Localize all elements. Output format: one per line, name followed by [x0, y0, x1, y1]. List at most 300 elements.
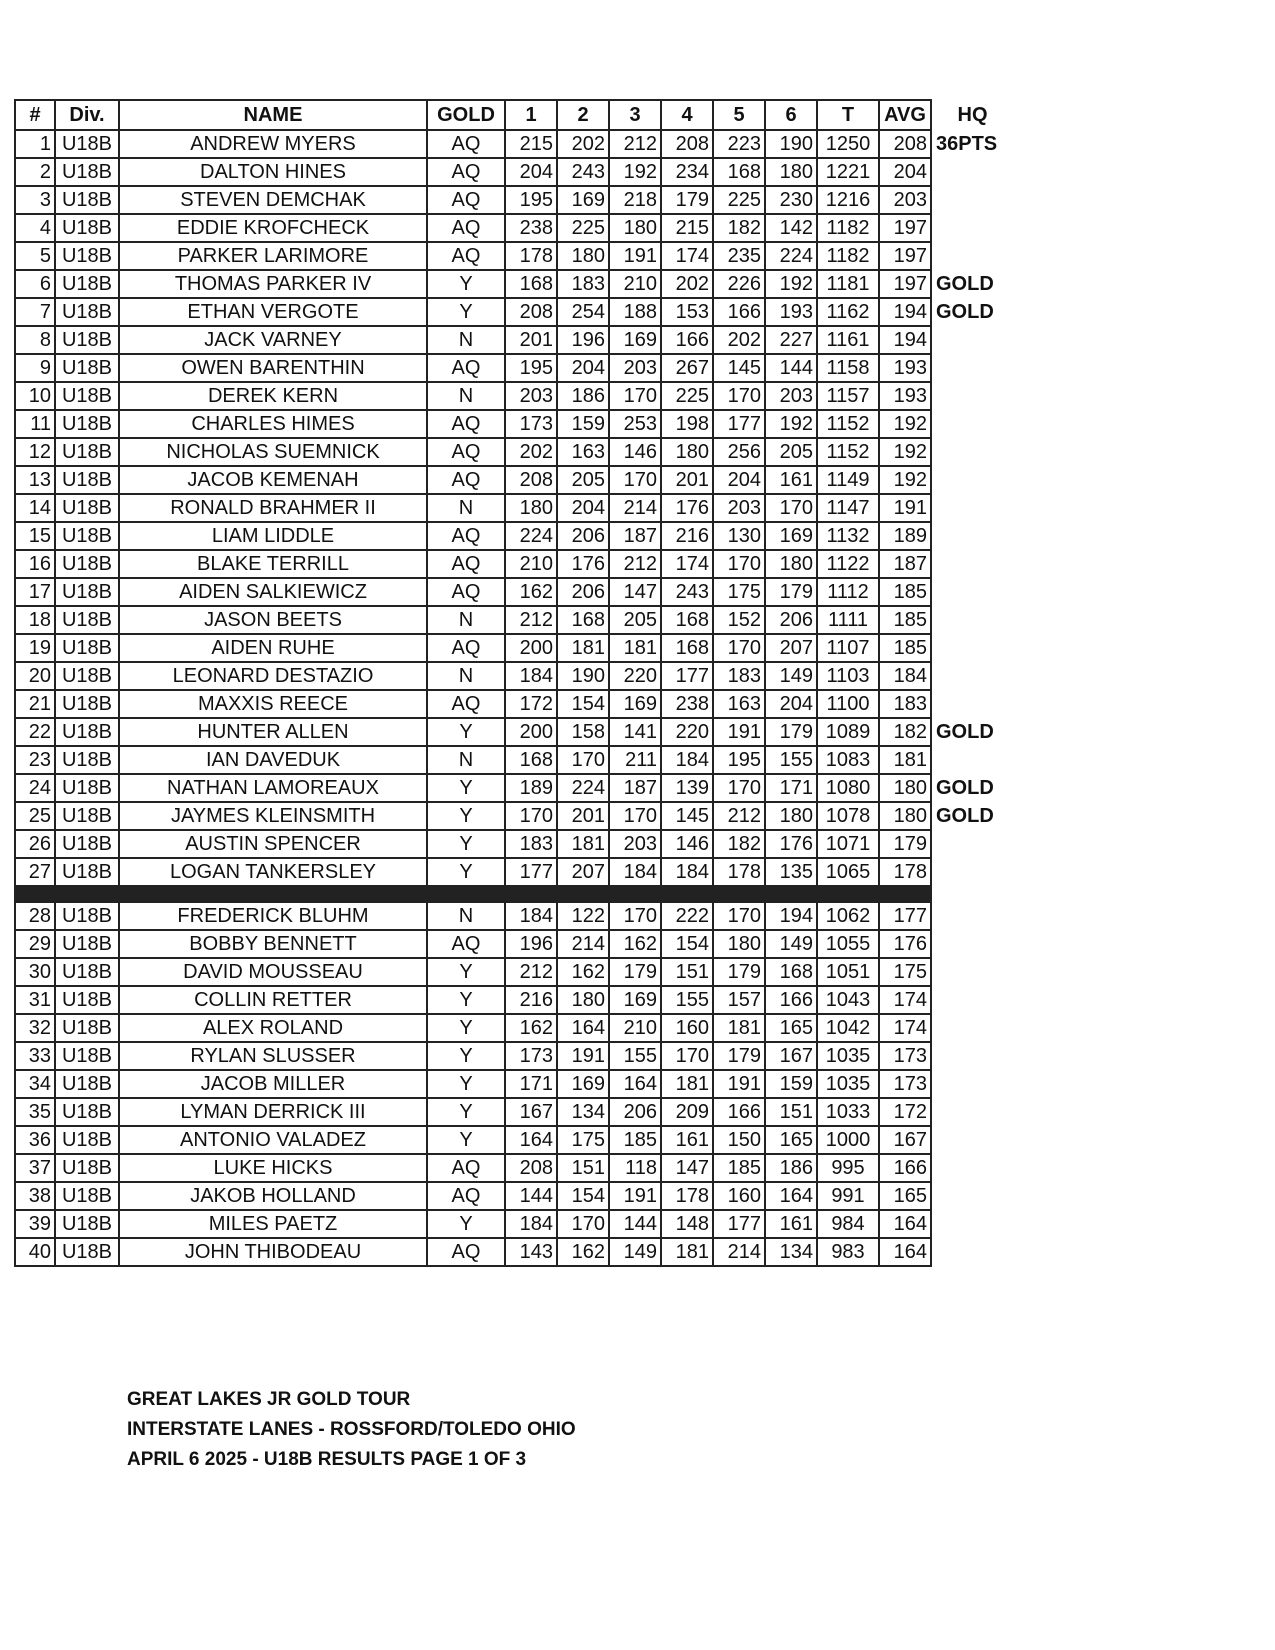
game3-cell: 118 — [609, 1154, 661, 1182]
game4-cell: 202 — [661, 270, 713, 298]
game3-cell: 210 — [609, 1014, 661, 1042]
total-cell: 1107 — [817, 634, 879, 662]
game3-cell: 191 — [609, 1182, 661, 1210]
hq-cell — [931, 494, 1013, 522]
name-cell: ALEX ROLAND — [119, 1014, 427, 1042]
avg-cell: 164 — [879, 1210, 931, 1238]
game4-cell: 177 — [661, 662, 713, 690]
rank-cell: 2 — [15, 158, 55, 186]
col-rank-header: # — [15, 100, 55, 130]
rank-cell: 12 — [15, 438, 55, 466]
hq-cell — [931, 438, 1013, 466]
avg-cell: 179 — [879, 830, 931, 858]
col-game1-header: 1 — [505, 100, 557, 130]
game5-cell: 160 — [713, 1182, 765, 1210]
gold-cell: AQ — [427, 410, 505, 438]
total-cell: 1111 — [817, 606, 879, 634]
game2-cell: 206 — [557, 578, 609, 606]
game4-cell: 243 — [661, 578, 713, 606]
game6-cell: 149 — [765, 930, 817, 958]
game1-cell: 170 — [505, 802, 557, 830]
gold-cell: Y — [427, 1070, 505, 1098]
game4-cell: 215 — [661, 214, 713, 242]
total-cell: 1043 — [817, 986, 879, 1014]
game2-cell: 204 — [557, 494, 609, 522]
gold-cell: N — [427, 902, 505, 930]
name-cell: RYLAN SLUSSER — [119, 1042, 427, 1070]
name-cell: MAXXIS REECE — [119, 690, 427, 718]
divider-cell — [427, 886, 505, 902]
div-cell: U18B — [55, 930, 119, 958]
avg-cell: 174 — [879, 986, 931, 1014]
game2-cell: 206 — [557, 522, 609, 550]
rank-cell: 13 — [15, 466, 55, 494]
game4-cell: 198 — [661, 410, 713, 438]
table-row — [15, 270, 1013, 298]
div-cell: U18B — [55, 1154, 119, 1182]
gold-cell: Y — [427, 802, 505, 830]
game1-cell: 189 — [505, 774, 557, 802]
game5-cell: 182 — [713, 214, 765, 242]
hq-cell — [931, 690, 1013, 718]
game6-cell: 192 — [765, 270, 817, 298]
game3-cell: 212 — [609, 130, 661, 158]
avg-cell: 172 — [879, 1098, 931, 1126]
game2-cell: 181 — [557, 634, 609, 662]
game4-cell: 184 — [661, 858, 713, 886]
game1-cell: 224 — [505, 522, 557, 550]
table-row — [15, 1070, 1013, 1098]
game4-cell: 184 — [661, 746, 713, 774]
avg-cell: 192 — [879, 438, 931, 466]
game3-cell: 187 — [609, 522, 661, 550]
total-cell: 1216 — [817, 186, 879, 214]
game6-cell: 166 — [765, 986, 817, 1014]
name-cell: JOHN THIBODEAU — [119, 1238, 427, 1266]
avg-cell: 181 — [879, 746, 931, 774]
game1-cell: 210 — [505, 550, 557, 578]
div-cell: U18B — [55, 746, 119, 774]
avg-cell: 173 — [879, 1070, 931, 1098]
avg-cell: 175 — [879, 958, 931, 986]
game3-cell: 203 — [609, 830, 661, 858]
hq-cell — [931, 662, 1013, 690]
game1-cell: 184 — [505, 1210, 557, 1238]
hq-cell — [931, 466, 1013, 494]
game2-cell: 180 — [557, 242, 609, 270]
game1-cell: 162 — [505, 1014, 557, 1042]
rank-cell: 34 — [15, 1070, 55, 1098]
results-body — [15, 130, 1013, 1266]
game1-cell: 144 — [505, 1182, 557, 1210]
game1-cell: 167 — [505, 1098, 557, 1126]
game1-cell: 215 — [505, 130, 557, 158]
total-cell: 1250 — [817, 130, 879, 158]
game6-cell: 180 — [765, 802, 817, 830]
game1-cell: 208 — [505, 466, 557, 494]
total-cell: 1181 — [817, 270, 879, 298]
game5-cell: 226 — [713, 270, 765, 298]
hq-cell — [931, 1238, 1013, 1266]
div-cell: U18B — [55, 382, 119, 410]
game1-cell: 212 — [505, 958, 557, 986]
div-cell: U18B — [55, 1014, 119, 1042]
game4-cell: 220 — [661, 718, 713, 746]
div-cell: U18B — [55, 214, 119, 242]
game2-cell: 164 — [557, 1014, 609, 1042]
hq-cell — [931, 1070, 1013, 1098]
game2-cell: 151 — [557, 1154, 609, 1182]
rank-cell: 7 — [15, 298, 55, 326]
total-cell: 1035 — [817, 1070, 879, 1098]
game5-cell: 150 — [713, 1126, 765, 1154]
gold-cell: Y — [427, 1014, 505, 1042]
hq-cell — [931, 1042, 1013, 1070]
rank-cell: 30 — [15, 958, 55, 986]
game3-cell: 187 — [609, 774, 661, 802]
game3-cell: 184 — [609, 858, 661, 886]
gold-cell: N — [427, 662, 505, 690]
hq-cell — [931, 354, 1013, 382]
table-row — [15, 1098, 1013, 1126]
name-cell: OWEN BARENTHIN — [119, 354, 427, 382]
game2-cell: 186 — [557, 382, 609, 410]
div-cell: U18B — [55, 466, 119, 494]
game1-cell: 162 — [505, 578, 557, 606]
game5-cell: 212 — [713, 802, 765, 830]
game3-cell: 149 — [609, 1238, 661, 1266]
total-cell: 983 — [817, 1238, 879, 1266]
col-total-header: T — [817, 100, 879, 130]
rank-cell: 37 — [15, 1154, 55, 1182]
game2-cell: 162 — [557, 958, 609, 986]
game3-cell: 170 — [609, 466, 661, 494]
rank-cell: 6 — [15, 270, 55, 298]
rank-cell: 28 — [15, 902, 55, 930]
rank-cell: 32 — [15, 1014, 55, 1042]
divider-cell — [817, 886, 879, 902]
game4-cell: 216 — [661, 522, 713, 550]
game6-cell: 165 — [765, 1014, 817, 1042]
hq-cell — [931, 958, 1013, 986]
game5-cell: 179 — [713, 1042, 765, 1070]
div-cell: U18B — [55, 858, 119, 886]
table-row — [15, 326, 1013, 354]
avg-cell: 203 — [879, 186, 931, 214]
hq-cell — [931, 606, 1013, 634]
game1-cell: 173 — [505, 1042, 557, 1070]
game2-cell: 159 — [557, 410, 609, 438]
game5-cell: 183 — [713, 662, 765, 690]
game5-cell: 185 — [713, 1154, 765, 1182]
rank-cell: 21 — [15, 690, 55, 718]
game1-cell: 196 — [505, 930, 557, 958]
avg-cell: 185 — [879, 578, 931, 606]
game4-cell: 208 — [661, 130, 713, 158]
gold-cell: Y — [427, 718, 505, 746]
game5-cell: 177 — [713, 410, 765, 438]
name-cell: JAYMES KLEINSMITH — [119, 802, 427, 830]
hq-cell — [931, 858, 1013, 886]
avg-cell: 182 — [879, 718, 931, 746]
game2-cell: 196 — [557, 326, 609, 354]
avg-cell: 183 — [879, 690, 931, 718]
hq-cell — [931, 522, 1013, 550]
game3-cell: 218 — [609, 186, 661, 214]
game2-cell: 176 — [557, 550, 609, 578]
table-row — [15, 1238, 1013, 1266]
game4-cell: 238 — [661, 690, 713, 718]
game6-cell: 176 — [765, 830, 817, 858]
game1-cell: 164 — [505, 1126, 557, 1154]
table-row — [15, 746, 1013, 774]
rank-cell: 25 — [15, 802, 55, 830]
gold-cell: AQ — [427, 186, 505, 214]
div-cell: U18B — [55, 1210, 119, 1238]
hq-cell — [931, 1014, 1013, 1042]
game2-cell: 122 — [557, 902, 609, 930]
col-hq-header: HQ — [957, 103, 988, 126]
div-cell: U18B — [55, 662, 119, 690]
avg-cell: 204 — [879, 158, 931, 186]
game6-cell: 194 — [765, 902, 817, 930]
div-cell: U18B — [55, 690, 119, 718]
hq-cell: GOLD — [936, 272, 994, 295]
game5-cell: 203 — [713, 494, 765, 522]
avg-cell: 208 — [879, 130, 931, 158]
gold-cell: Y — [427, 830, 505, 858]
table-row — [15, 606, 1013, 634]
hq-cell — [931, 326, 1013, 354]
div-cell: U18B — [55, 158, 119, 186]
game3-cell: 179 — [609, 958, 661, 986]
rank-cell: 31 — [15, 986, 55, 1014]
game5-cell: 223 — [713, 130, 765, 158]
gold-cell: AQ — [427, 354, 505, 382]
game2-cell: 134 — [557, 1098, 609, 1126]
name-cell: JACOB MILLER — [119, 1070, 427, 1098]
avg-cell: 177 — [879, 902, 931, 930]
hq-cell — [931, 986, 1013, 1014]
game6-cell: 169 — [765, 522, 817, 550]
game5-cell: 170 — [713, 634, 765, 662]
game5-cell: 225 — [713, 186, 765, 214]
game3-cell: 206 — [609, 1098, 661, 1126]
game3-cell: 185 — [609, 1126, 661, 1154]
rank-cell: 9 — [15, 354, 55, 382]
rank-cell: 8 — [15, 326, 55, 354]
table-row — [15, 930, 1013, 958]
game5-cell: 145 — [713, 354, 765, 382]
game6-cell: 151 — [765, 1098, 817, 1126]
game1-cell: 208 — [505, 298, 557, 326]
game5-cell: 170 — [713, 902, 765, 930]
game4-cell: 155 — [661, 986, 713, 1014]
name-cell: BLAKE TERRILL — [119, 550, 427, 578]
game6-cell: 155 — [765, 746, 817, 774]
game3-cell: 188 — [609, 298, 661, 326]
game4-cell: 174 — [661, 242, 713, 270]
gold-cell: N — [427, 494, 505, 522]
game1-cell: 212 — [505, 606, 557, 634]
table-row — [15, 662, 1013, 690]
total-cell: 1000 — [817, 1126, 879, 1154]
name-cell: NATHAN LAMOREAUX — [119, 774, 427, 802]
table-row — [15, 382, 1013, 410]
name-cell: ETHAN VERGOTE — [119, 298, 427, 326]
table-row — [15, 1154, 1013, 1182]
game2-cell: 205 — [557, 466, 609, 494]
total-cell: 1152 — [817, 438, 879, 466]
name-cell: DEREK KERN — [119, 382, 427, 410]
game1-cell: 168 — [505, 746, 557, 774]
total-cell: 1112 — [817, 578, 879, 606]
divider-cell — [119, 886, 427, 902]
rank-cell: 20 — [15, 662, 55, 690]
hq-cell: GOLD — [936, 300, 994, 323]
game5-cell: 191 — [713, 1070, 765, 1098]
hq-cell — [931, 830, 1013, 858]
avg-cell: 180 — [879, 774, 931, 802]
game3-cell: 169 — [609, 986, 661, 1014]
game3-cell: 211 — [609, 746, 661, 774]
game2-cell: 169 — [557, 186, 609, 214]
game2-cell: 224 — [557, 774, 609, 802]
divider-cell — [55, 886, 119, 902]
game5-cell: 152 — [713, 606, 765, 634]
gold-cell: N — [427, 606, 505, 634]
total-cell: 1100 — [817, 690, 879, 718]
name-cell: AIDEN RUHE — [119, 634, 427, 662]
game6-cell: 149 — [765, 662, 817, 690]
avg-cell: 197 — [879, 242, 931, 270]
game6-cell: 180 — [765, 158, 817, 186]
name-cell: ANDREW MYERS — [119, 130, 427, 158]
game6-cell: 171 — [765, 774, 817, 802]
hq-cell: GOLD — [936, 720, 994, 743]
avg-cell: 191 — [879, 494, 931, 522]
name-cell: AUSTIN SPENCER — [119, 830, 427, 858]
hq-cell — [931, 186, 1013, 214]
game2-cell: 204 — [557, 354, 609, 382]
hq-cell — [931, 578, 1013, 606]
total-cell: 1161 — [817, 326, 879, 354]
total-cell: 1051 — [817, 958, 879, 986]
game3-cell: 192 — [609, 158, 661, 186]
name-cell: ANTONIO VALADEZ — [119, 1126, 427, 1154]
game1-cell: 202 — [505, 438, 557, 466]
gold-cell: AQ — [427, 522, 505, 550]
table-row — [15, 858, 1013, 886]
gold-cell: AQ — [427, 930, 505, 958]
div-cell: U18B — [55, 522, 119, 550]
game2-cell: 170 — [557, 746, 609, 774]
rank-cell: 3 — [15, 186, 55, 214]
game1-cell: 195 — [505, 354, 557, 382]
game6-cell: 159 — [765, 1070, 817, 1098]
gold-cell: Y — [427, 1210, 505, 1238]
table-row — [15, 986, 1013, 1014]
gold-cell: AQ — [427, 214, 505, 242]
col-game2-header: 2 — [557, 100, 609, 130]
game3-cell: 253 — [609, 410, 661, 438]
hq-cell — [931, 382, 1013, 410]
avg-cell: 192 — [879, 410, 931, 438]
hq-cell — [931, 902, 1013, 930]
game3-cell: 169 — [609, 690, 661, 718]
table-row — [15, 690, 1013, 718]
name-cell: RONALD BRAHMER II — [119, 494, 427, 522]
total-cell: 1149 — [817, 466, 879, 494]
game6-cell: 190 — [765, 130, 817, 158]
game5-cell: 166 — [713, 298, 765, 326]
game4-cell: 209 — [661, 1098, 713, 1126]
total-cell: 1078 — [817, 802, 879, 830]
avg-cell: 194 — [879, 298, 931, 326]
game1-cell: 216 — [505, 986, 557, 1014]
game5-cell: 175 — [713, 578, 765, 606]
game3-cell: 203 — [609, 354, 661, 382]
hq-cell — [931, 634, 1013, 662]
avg-cell: 166 — [879, 1154, 931, 1182]
game6-cell: 179 — [765, 718, 817, 746]
gold-cell: N — [427, 326, 505, 354]
game1-cell: 200 — [505, 718, 557, 746]
avg-cell: 187 — [879, 550, 931, 578]
total-cell: 1089 — [817, 718, 879, 746]
game5-cell: 166 — [713, 1098, 765, 1126]
col-gold-header: GOLD — [427, 100, 505, 130]
total-cell: 1065 — [817, 858, 879, 886]
total-cell: 1042 — [817, 1014, 879, 1042]
name-cell: DAVID MOUSSEAU — [119, 958, 427, 986]
hq-cell — [931, 746, 1013, 774]
game5-cell: 163 — [713, 690, 765, 718]
div-cell: U18B — [55, 130, 119, 158]
game6-cell: 161 — [765, 466, 817, 494]
game4-cell: 222 — [661, 902, 713, 930]
game2-cell: 169 — [557, 1070, 609, 1098]
game6-cell: 164 — [765, 1182, 817, 1210]
gold-cell: Y — [427, 986, 505, 1014]
game3-cell: 169 — [609, 326, 661, 354]
table-row — [15, 634, 1013, 662]
table-row — [15, 1210, 1013, 1238]
game3-cell: 181 — [609, 634, 661, 662]
game6-cell: 168 — [765, 958, 817, 986]
hq-cell — [931, 1154, 1013, 1182]
hq-cell — [931, 158, 1013, 186]
game2-cell: 180 — [557, 986, 609, 1014]
table-row — [15, 186, 1013, 214]
game6-cell: 205 — [765, 438, 817, 466]
div-cell: U18B — [55, 326, 119, 354]
rank-cell: 4 — [15, 214, 55, 242]
game1-cell: 143 — [505, 1238, 557, 1266]
game4-cell: 148 — [661, 1210, 713, 1238]
name-cell: EDDIE KROFCHECK — [119, 214, 427, 242]
game4-cell: 147 — [661, 1154, 713, 1182]
div-cell: U18B — [55, 1238, 119, 1266]
total-cell: 995 — [817, 1154, 879, 1182]
total-cell: 1055 — [817, 930, 879, 958]
gold-cell: AQ — [427, 690, 505, 718]
game4-cell: 145 — [661, 802, 713, 830]
game1-cell: 200 — [505, 634, 557, 662]
gold-cell: N — [427, 382, 505, 410]
total-cell: 1158 — [817, 354, 879, 382]
gold-cell: AQ — [427, 634, 505, 662]
